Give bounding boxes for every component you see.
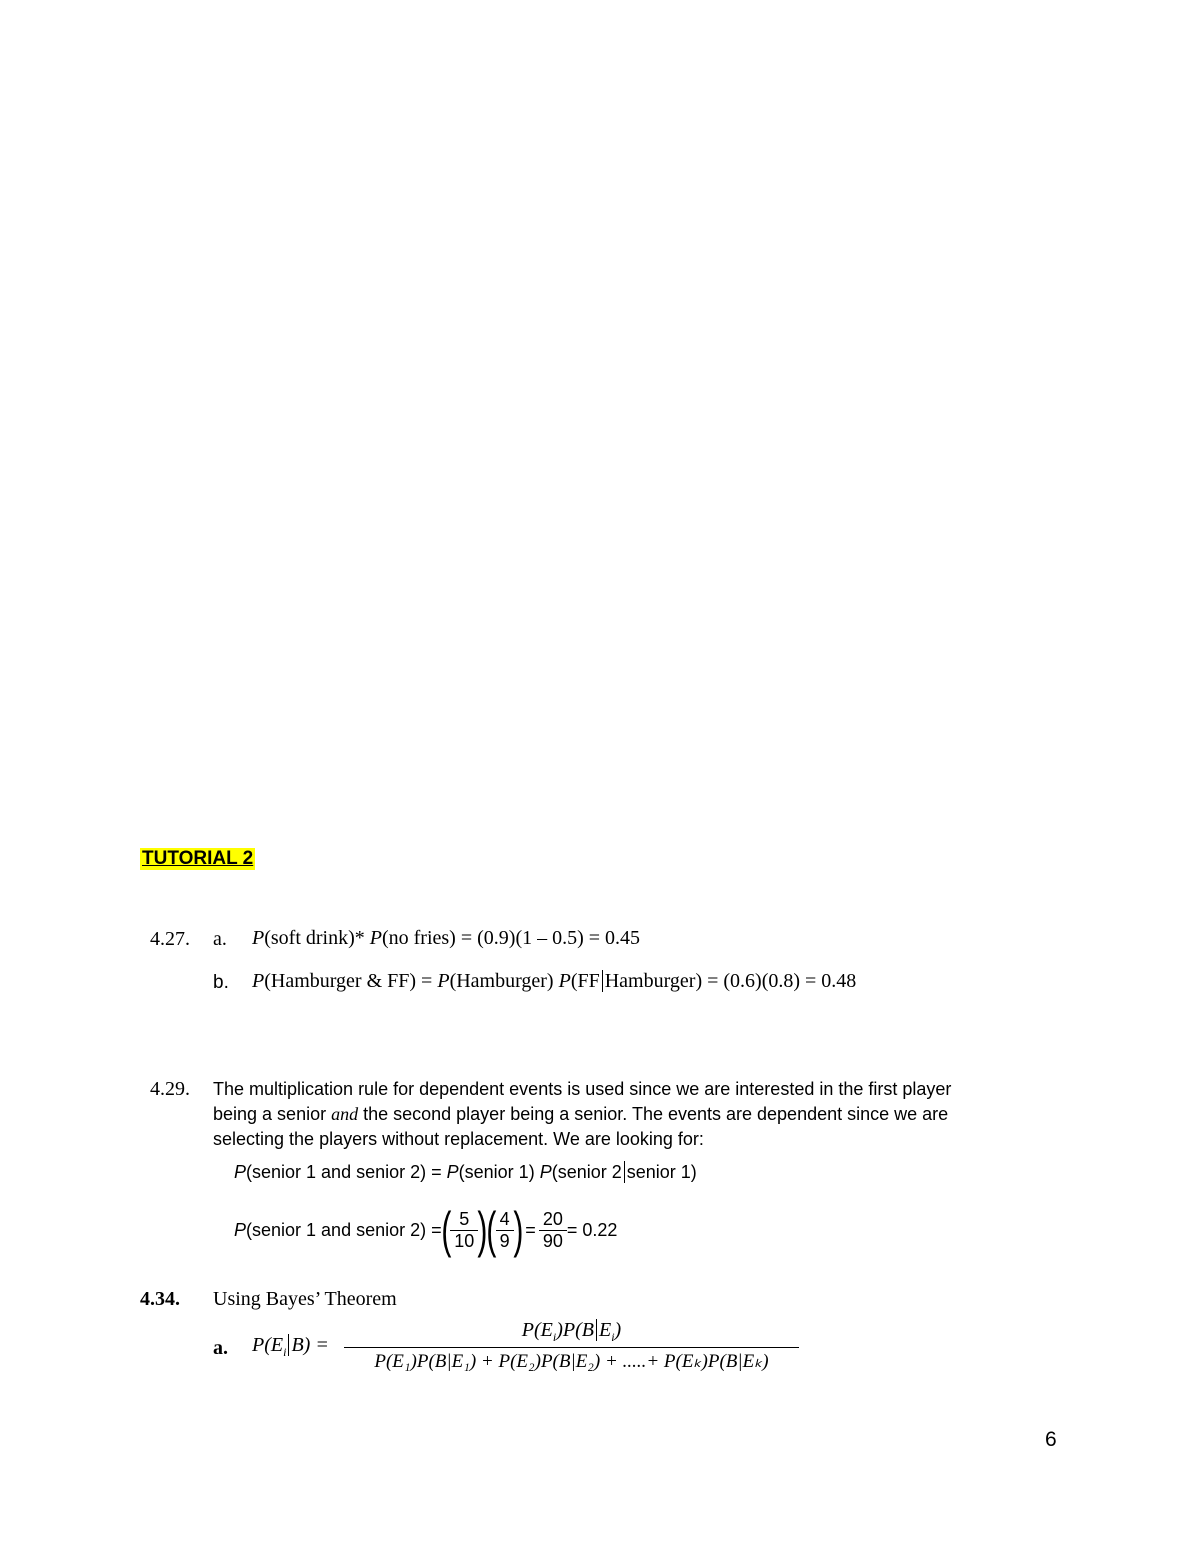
eq-text: (senior 1 and senior 2) = [246, 1162, 447, 1182]
bayes-lhs [252, 1334, 329, 1360]
eq-text: P(E [521, 1319, 553, 1341]
eq-text: Hamburger) = (0.6)(0.8) = 0.48 [604, 970, 857, 992]
text: being a senior [213, 1104, 332, 1124]
paragraph-line: selecting the players without replacement. We are looking for: [213, 1129, 704, 1149]
eq-text: (soft drink) [264, 927, 355, 949]
eq-text: (Hamburger & FF) = [264, 970, 438, 992]
page-number: 6 [1045, 1428, 1057, 1451]
numerator: 5 [459, 1208, 470, 1229]
right-paren: ) [477, 1202, 488, 1258]
eq-text: (senior 2 [551, 1162, 622, 1182]
eq-text: * [354, 927, 370, 949]
eq-text: (E [264, 1334, 284, 1356]
p-symbol: P [252, 970, 265, 992]
bayes-denominator: P(E₁)P(B|E₁) + P(E₂)P(B|E₂) + .....+ P(Eₖ)P(B|Eₖ) [344, 1347, 799, 1373]
part-b-label: b. [213, 972, 229, 993]
denominator: 9 [496, 1230, 514, 1252]
p-symbol: P [234, 1162, 247, 1182]
eq-text: B) = [291, 1334, 329, 1356]
bayes-fraction [344, 1319, 799, 1373]
p-symbol: P [446, 1162, 459, 1182]
denominator: 90 [539, 1230, 567, 1252]
p-symbol: P [252, 1334, 265, 1356]
left-paren: ( [486, 1202, 497, 1258]
paragraph-line [213, 1102, 951, 1127]
eq-text: (senior 1 and senior 2) = [246, 1219, 442, 1240]
equation-4-27-b [252, 970, 856, 993]
paragraph-4-29 [213, 1077, 951, 1152]
numerator: 20 [542, 1208, 563, 1229]
conditional-bar [596, 1319, 597, 1341]
conditional-bar [288, 1334, 289, 1356]
equation-4-27-a [252, 927, 640, 950]
fraction-5-10 [450, 1209, 478, 1252]
text: the second player being a senior. The events are dependent since we are [358, 1104, 949, 1124]
eq-text: )P(B [556, 1319, 594, 1341]
bayes-intro: Using Bayes’ Theorem [213, 1288, 397, 1310]
p-symbol: P [234, 1219, 247, 1240]
bayes-numerator [344, 1319, 799, 1347]
subscript: i [283, 1345, 287, 1359]
equals-sign: = [525, 1219, 536, 1240]
question-number-4-34: 4.34. [140, 1288, 180, 1310]
subscript: i [611, 1330, 615, 1344]
left-paren: ( [440, 1202, 451, 1258]
eq-text: (Hamburger) [449, 970, 559, 992]
eq-text: E [598, 1319, 612, 1341]
eq-text: ) [614, 1319, 622, 1341]
numerator: 4 [499, 1208, 510, 1229]
conditional-bar [602, 970, 603, 992]
p-symbol: P [558, 970, 571, 992]
p-symbol: P [437, 970, 450, 992]
paragraph-line: The multiplication rule for dependent events is used since we are interested in the first player [213, 1079, 952, 1099]
denominator: 10 [450, 1230, 478, 1252]
equation-4-29-1 [234, 1161, 697, 1183]
part-a-label: a. [213, 928, 227, 950]
equation-4-29-2 [234, 1200, 617, 1260]
p-symbol: P [252, 927, 265, 949]
result: = 0.22 [566, 1219, 618, 1240]
question-number-4-27: 4.27. [150, 928, 190, 950]
eq-text: senior 1) [626, 1162, 697, 1182]
fraction-4-9 [496, 1209, 514, 1252]
question-number-4-29: 4.29. [150, 1078, 190, 1100]
subscript: i [552, 1330, 557, 1344]
right-paren: ) [512, 1202, 523, 1258]
part-a-label-4-34: a. [213, 1337, 228, 1359]
eq-text: (senior 1) [458, 1162, 540, 1182]
p-symbol: P [539, 1162, 552, 1182]
p-symbol: P [369, 927, 382, 949]
fraction-20-90 [539, 1209, 567, 1252]
eq-text: (no fries) = (0.9)(1 – 0.5) = 0.45 [381, 927, 641, 949]
eq-text: (FF [570, 970, 600, 992]
tutorial-heading: TUTORIAL 2 [142, 848, 254, 869]
emphasis: and [331, 1104, 359, 1124]
conditional-bar [624, 1161, 625, 1183]
